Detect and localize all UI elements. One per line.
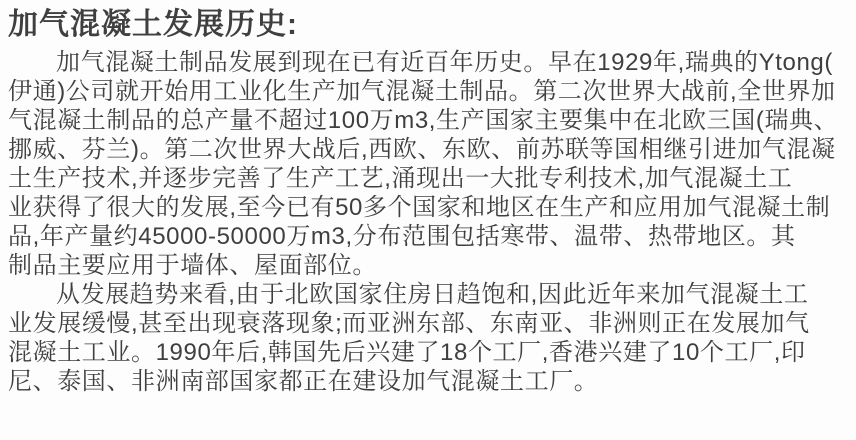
text-line: 从发展趋势来看,由于北欧国家住房日趋饱和,因此近年来加气混凝土工 <box>56 281 809 308</box>
page-title: 加气混凝土发展历史: <box>8 8 298 41</box>
text-line: 尼、泰国、非洲南部国家都正在建设加气混凝土工厂。 <box>8 368 599 395</box>
text-line: 业发展缓慢,甚至出现衰落现象;而亚洲东部、东南亚、非洲则正在发展加气 <box>8 310 810 337</box>
paragraph-trend <box>8 280 852 396</box>
text-line: 业获得了很大的发展,至今已有50多个国家和地区在生产和应用加气混凝土制 <box>8 194 831 221</box>
text-line: 气混凝土制品的总产量不超过100万m3,生产国家主要集中在北欧三国(瑞典、 <box>8 107 839 134</box>
paragraph-history <box>8 48 852 280</box>
text-line: 制品主要应用于墙体、屋面部位。 <box>8 252 377 279</box>
text-line: 挪威、芬兰)。第二次世界大战后,西欧、东欧、前苏联等国相继引进加气混凝 <box>8 136 836 163</box>
text-line: 混凝土工业。1990年后,韩国先后兴建了18个工厂,香港兴建了10个工厂,印 <box>8 339 806 366</box>
text-line: 土生产技术,并逐步完善了生产工艺,涌现出一大批专利技术,加气混凝土工 <box>8 165 793 192</box>
text-line: 品,年产量约45000-50000万m3,分布范围包括寒带、温带、热带地区。其 <box>8 223 796 250</box>
text-line: 加气混凝土制品发展到现在已有近百年历史。早在1929年,瑞典的Ytong( <box>56 49 833 76</box>
text-line: 伊通)公司就开始用工业化生产加气混凝土制品。第二次世界大战前,全世界加 <box>8 78 836 105</box>
